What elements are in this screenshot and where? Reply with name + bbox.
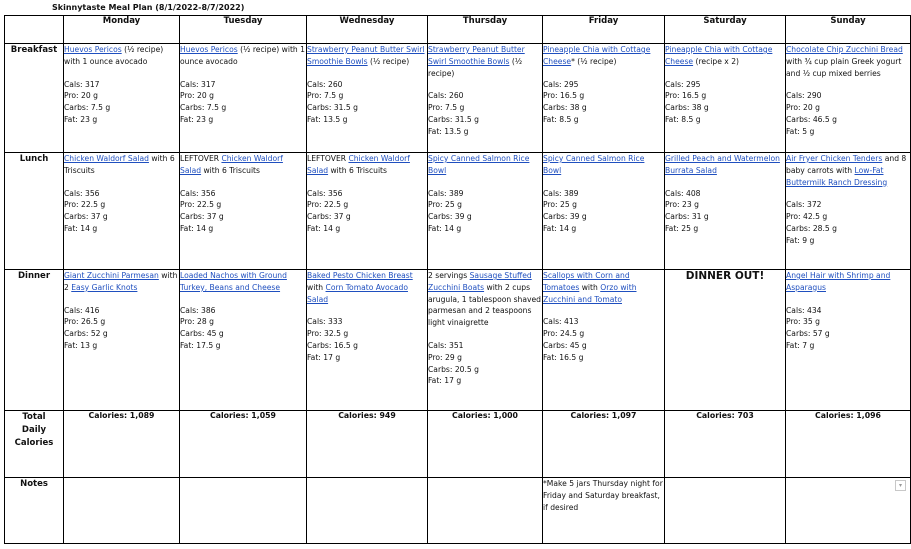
chevron-down-icon[interactable]: ▾ <box>895 480 906 491</box>
meal-detail-text: with 6 Triscuits <box>328 165 387 175</box>
lunch-cell <box>180 153 307 270</box>
meal-prefix-text: LEFTOVER <box>180 154 222 163</box>
fat-value: Fat: 13 g <box>64 340 98 350</box>
meal-description <box>307 270 427 305</box>
daily-calories-total: Calories: 1,097 <box>543 411 665 478</box>
meal-description <box>428 270 542 329</box>
recipe-link[interactable]: Angel Hair with Shrimp and Asparagus <box>786 271 891 292</box>
fat-value: Fat: 13.5 g <box>428 126 469 136</box>
meal-detail-text: (½ recipe) <box>367 56 410 66</box>
meal-detail-text: (½ recipe) with 1 ounce avocado <box>180 45 305 66</box>
calories-value: Cals: 386 <box>180 305 216 315</box>
recipe-link[interactable]: Scallops with Corn and Tomatoes <box>543 271 630 292</box>
nutrition-info <box>786 199 910 246</box>
notes-cell: *Make 5 jars Thursday night for Friday and Saturday breakfast, if desired <box>543 478 665 544</box>
day-header: Monday <box>64 16 180 44</box>
daily-calories-total: Calories: 949 <box>307 411 428 478</box>
meal-description <box>180 44 306 68</box>
breakfast-cell <box>786 44 911 153</box>
carbs-value: Carbs: 7.5 g <box>180 103 227 113</box>
fat-value: Fat: 14 g <box>543 223 577 233</box>
nutrition-info <box>180 188 306 235</box>
lunch-cell <box>428 153 543 270</box>
calories-value: Cals: 260 <box>428 91 464 101</box>
notes-cell <box>307 478 428 544</box>
carbs-value: Carbs: 7.5 g <box>64 103 111 113</box>
carbs-value: Carbs: 46.5 g <box>786 114 837 124</box>
recipe-link[interactable]: Pineapple Chia with Cottage Cheese <box>543 45 651 66</box>
recipe-link[interactable]: Sausage Stuffed Zucchini Boats <box>428 271 532 292</box>
row-label-breakfast: Breakfast <box>5 44 64 153</box>
nutrition-info <box>64 305 179 352</box>
meal-description <box>786 44 910 79</box>
recipe-link[interactable]: Corn Tomato Avocado Salad <box>307 282 408 304</box>
row-label-totals <box>5 411 64 478</box>
nutrition-info <box>428 340 542 387</box>
carbs-value: Carbs: 31.5 g <box>307 103 358 113</box>
meal-detail-text: (½ recipe) with 1 ounce avocado <box>64 45 164 66</box>
carbs-value: Carbs: 38 g <box>543 103 587 113</box>
meal-description <box>786 270 910 294</box>
carbs-value: Carbs: 37 g <box>307 212 351 222</box>
carbs-value: Carbs: 16.5 g <box>307 340 358 350</box>
recipe-link[interactable]: Chocolate Chip Zucchini Bread <box>786 45 903 54</box>
recipe-link[interactable]: Orzo with Zucchini and Tomato <box>543 282 637 304</box>
fat-value: Fat: 14 g <box>180 223 214 233</box>
protein-value: Pro: 32.5 g <box>307 329 349 339</box>
meal-detail-text: with <box>307 282 326 292</box>
document-title: Skinnytaste Meal Plan (8/1/2022-8/7/2022) <box>52 3 245 12</box>
meal-detail-text: and 8 baby carrots with <box>786 154 907 175</box>
calories-value: Cals: 356 <box>64 188 100 198</box>
recipe-link[interactable]: Huevos Pericos <box>180 45 238 54</box>
meal-plan-table <box>4 15 911 544</box>
lunch-cell <box>64 153 180 270</box>
nutrition-info <box>180 305 306 352</box>
carbs-value: Carbs: 52 g <box>64 329 108 339</box>
daily-calories-total: Calories: 1,000 <box>428 411 543 478</box>
dinner-cell <box>307 270 428 411</box>
notes-cell <box>180 478 307 544</box>
notes-cell <box>786 478 911 544</box>
meal-description <box>64 270 179 294</box>
breakfast-cell <box>64 44 180 153</box>
meal-prefix-text: 2 servings <box>428 271 470 280</box>
calories-value: Cals: 416 <box>64 305 100 315</box>
breakfast-cell <box>543 44 665 153</box>
nutrition-info <box>307 188 427 235</box>
meal-detail-text: with 6 Triscuits <box>64 154 175 175</box>
lunch-cell <box>665 153 786 270</box>
recipe-link[interactable]: Loaded Nachos with Ground Turkey, Beans and Cheese <box>180 271 287 292</box>
nutrition-info <box>307 79 427 126</box>
breakfast-cell <box>665 44 786 153</box>
calories-value: Cals: 351 <box>428 340 464 350</box>
recipe-link[interactable]: Air Fryer Chicken Tenders <box>786 154 883 163</box>
carbs-value: Carbs: 28.5 g <box>786 223 837 233</box>
meal-description <box>428 44 542 79</box>
nutrition-info <box>64 188 179 235</box>
protein-value: Pro: 7.5 g <box>307 91 344 101</box>
fat-value: Fat: 13.5 g <box>307 114 348 124</box>
nutrition-info <box>543 316 664 363</box>
fat-value: Fat: 17.5 g <box>180 340 221 350</box>
protein-value: Pro: 25 g <box>543 200 577 210</box>
day-header: Sunday <box>786 16 911 44</box>
nutrition-info <box>543 79 664 126</box>
totals-row <box>5 411 911 478</box>
fat-value: Fat: 14 g <box>428 223 462 233</box>
meal-description <box>786 153 910 188</box>
dinner-cell <box>428 270 543 411</box>
meal-description <box>180 153 306 177</box>
notes-cell <box>428 478 543 544</box>
breakfast-cell <box>428 44 543 153</box>
notes-row <box>5 478 911 544</box>
recipe-link[interactable]: Chicken Waldorf Salad <box>64 154 149 163</box>
day-header: Friday <box>543 16 665 44</box>
recipe-link[interactable]: Strawberry Peanut Butter Swirl Smoothie Bowls <box>307 45 425 66</box>
recipe-link[interactable]: Chicken Waldorf Salad <box>307 154 410 175</box>
calories-value: Cals: 372 <box>786 200 822 210</box>
meal-detail-text: with 2 cups arugula, 1 tablespoon shaved parmesan and 2 teaspoons light vinaigrette <box>428 282 541 328</box>
nutrition-info <box>665 79 785 126</box>
meal-description <box>543 44 664 68</box>
lunch-row <box>5 153 911 270</box>
dinner-cell <box>786 270 911 411</box>
carbs-value: Carbs: 57 g <box>786 329 830 339</box>
fat-value: Fat: 23 g <box>180 114 214 124</box>
meal-description <box>543 270 664 305</box>
carbs-value: Carbs: 31.5 g <box>428 114 479 124</box>
day-header-row <box>5 16 911 44</box>
calories-value: Cals: 389 <box>543 188 579 198</box>
protein-value: Pro: 42.5 g <box>786 212 828 222</box>
totals-label-line: Calories <box>14 438 54 448</box>
recipe-link[interactable]: Huevos Pericos <box>64 45 122 54</box>
nutrition-info <box>428 188 542 235</box>
fat-value: Fat: 14 g <box>307 223 341 233</box>
protein-value: Pro: 7.5 g <box>428 103 465 113</box>
fat-value: Fat: 16.5 g <box>543 352 584 362</box>
totals-label-line: Total <box>22 412 46 422</box>
protein-value: Pro: 28 g <box>180 317 214 327</box>
meal-description <box>665 44 785 68</box>
protein-value: Pro: 20 g <box>786 103 820 113</box>
protein-value: Pro: 25 g <box>428 200 462 210</box>
day-header: Wednesday <box>307 16 428 44</box>
day-header: Saturday <box>665 16 786 44</box>
calories-value: Cals: 317 <box>180 79 216 89</box>
lunch-cell <box>543 153 665 270</box>
fat-value: Fat: 9 g <box>786 235 815 245</box>
lunch-cell <box>307 153 428 270</box>
recipe-link[interactable]: Easy Garlic Knots <box>71 282 138 292</box>
meal-detail-text: (½ recipe) <box>428 56 523 78</box>
protein-value: Pro: 16.5 g <box>665 91 707 101</box>
protein-value: Pro: 22.5 g <box>64 200 106 210</box>
recipe-link[interactable]: Spicy Canned Salmon Rice Bowl <box>543 154 645 175</box>
meal-detail-text: with <box>579 282 601 292</box>
row-label-dinner: Dinner <box>5 270 64 411</box>
nutrition-info <box>786 305 910 352</box>
meal-description <box>307 153 427 177</box>
totals-label-line: Daily <box>21 425 47 435</box>
carbs-value: Carbs: 31 g <box>665 212 709 222</box>
protein-value: Pro: 20 g <box>64 91 98 101</box>
meal-description <box>543 153 664 177</box>
fat-value: Fat: 5 g <box>786 126 815 136</box>
meal-prefix-text: LEFTOVER <box>307 154 349 163</box>
recipe-link[interactable]: Chicken Waldorf Salad <box>180 154 283 175</box>
carbs-value: Carbs: 37 g <box>180 212 224 222</box>
protein-value: Pro: 26.5 g <box>64 317 106 327</box>
fat-value: Fat: 17 g <box>307 352 341 362</box>
nutrition-info <box>665 188 785 235</box>
meal-detail-text: with ¾ cup plain Greek yogurt and ½ cup mixed berries <box>786 56 902 78</box>
fat-value: Fat: 7 g <box>786 340 815 350</box>
protein-value: Pro: 35 g <box>786 317 820 327</box>
fat-value: Fat: 17 g <box>428 376 462 386</box>
dinner-cell <box>64 270 180 411</box>
nutrition-info <box>428 90 542 137</box>
nutrition-info <box>64 79 179 126</box>
protein-value: Pro: 23 g <box>665 200 699 210</box>
calories-value: Cals: 317 <box>64 79 100 89</box>
carbs-value: Carbs: 39 g <box>543 212 587 222</box>
day-header: Tuesday <box>180 16 307 44</box>
meal-description <box>64 44 179 68</box>
calories-value: Cals: 333 <box>307 317 343 327</box>
nutrition-info <box>307 316 427 363</box>
protein-value: Pro: 16.5 g <box>543 91 585 101</box>
carbs-value: Carbs: 39 g <box>428 212 472 222</box>
carbs-value: Carbs: 37 g <box>64 212 108 222</box>
fat-value: Fat: 14 g <box>64 223 98 233</box>
row-label-notes: Notes <box>5 478 64 544</box>
breakfast-cell <box>307 44 428 153</box>
lunch-cell <box>786 153 911 270</box>
nutrition-info <box>180 79 306 126</box>
meal-description <box>665 153 785 177</box>
dinner-out-cell: DINNER OUT! <box>665 270 786 411</box>
carbs-value: Carbs: 38 g <box>665 103 709 113</box>
recipe-link[interactable]: Grilled Peach and Watermelon Burrata Salad <box>665 154 780 175</box>
protein-value: Pro: 22.5 g <box>180 200 222 210</box>
recipe-link[interactable]: Baked Pesto Chicken Breast <box>307 271 413 280</box>
protein-value: Pro: 20 g <box>180 91 214 101</box>
daily-calories-total: Calories: 1,096 <box>786 411 911 478</box>
meal-description <box>180 270 306 294</box>
carbs-value: Carbs: 20.5 g <box>428 364 479 374</box>
breakfast-cell <box>180 44 307 153</box>
calories-value: Cals: 413 <box>543 317 579 327</box>
calories-value: Cals: 389 <box>428 188 464 198</box>
dinner-cell <box>543 270 665 411</box>
carbs-value: Carbs: 45 g <box>180 329 224 339</box>
recipe-link[interactable]: Spicy Canned Salmon Rice Bowl <box>428 154 530 175</box>
calories-value: Cals: 290 <box>786 91 822 101</box>
meal-description <box>428 153 542 177</box>
calories-value: Cals: 295 <box>665 79 701 89</box>
calories-value: Cals: 408 <box>665 188 701 198</box>
notes-cell <box>665 478 786 544</box>
calories-value: Cals: 260 <box>307 79 343 89</box>
protein-value: Pro: 22.5 g <box>307 200 349 210</box>
corner-cell <box>5 16 64 44</box>
nutrition-info <box>786 90 910 137</box>
daily-calories-total: Calories: 1,089 <box>64 411 180 478</box>
recipe-link[interactable]: Strawberry Peanut Butter Swirl Smoothie Bowls <box>428 45 525 66</box>
protein-value: Pro: 29 g <box>428 352 462 362</box>
meal-description <box>64 153 179 177</box>
dinner-cell <box>180 270 307 411</box>
row-label-lunch: Lunch <box>5 153 64 270</box>
meal-detail-text: with 6 Triscuits <box>201 165 260 175</box>
calories-value: Cals: 434 <box>786 305 822 315</box>
notes-cell <box>64 478 180 544</box>
breakfast-row <box>5 44 911 153</box>
fat-value: Fat: 23 g <box>64 114 98 124</box>
meal-description <box>307 44 427 68</box>
calories-value: Cals: 295 <box>543 79 579 89</box>
calories-value: Cals: 356 <box>180 188 216 198</box>
daily-calories-total: Calories: 703 <box>665 411 786 478</box>
calories-value: Cals: 356 <box>307 188 343 198</box>
fat-value: Fat: 8.5 g <box>543 114 579 124</box>
meal-detail-text: * (½ recipe) <box>571 56 617 66</box>
protein-value: Pro: 24.5 g <box>543 329 585 339</box>
recipe-link[interactable]: Giant Zucchini Parmesan <box>64 271 159 280</box>
day-header: Thursday <box>428 16 543 44</box>
recipe-link[interactable]: Low-Fat Buttermilk Ranch Dressing <box>786 165 888 187</box>
daily-calories-total: Calories: 1,059 <box>180 411 307 478</box>
fat-value: Fat: 8.5 g <box>665 114 701 124</box>
recipe-link[interactable]: Pineapple Chia with Cottage Cheese <box>665 45 773 66</box>
meal-detail-text: (recipe x 2) <box>693 56 739 66</box>
carbs-value: Carbs: 45 g <box>543 340 587 350</box>
meal-detail-text: with 2 <box>64 271 178 292</box>
nutrition-info <box>543 188 664 235</box>
dinner-row <box>5 270 911 411</box>
fat-value: Fat: 25 g <box>665 223 699 233</box>
